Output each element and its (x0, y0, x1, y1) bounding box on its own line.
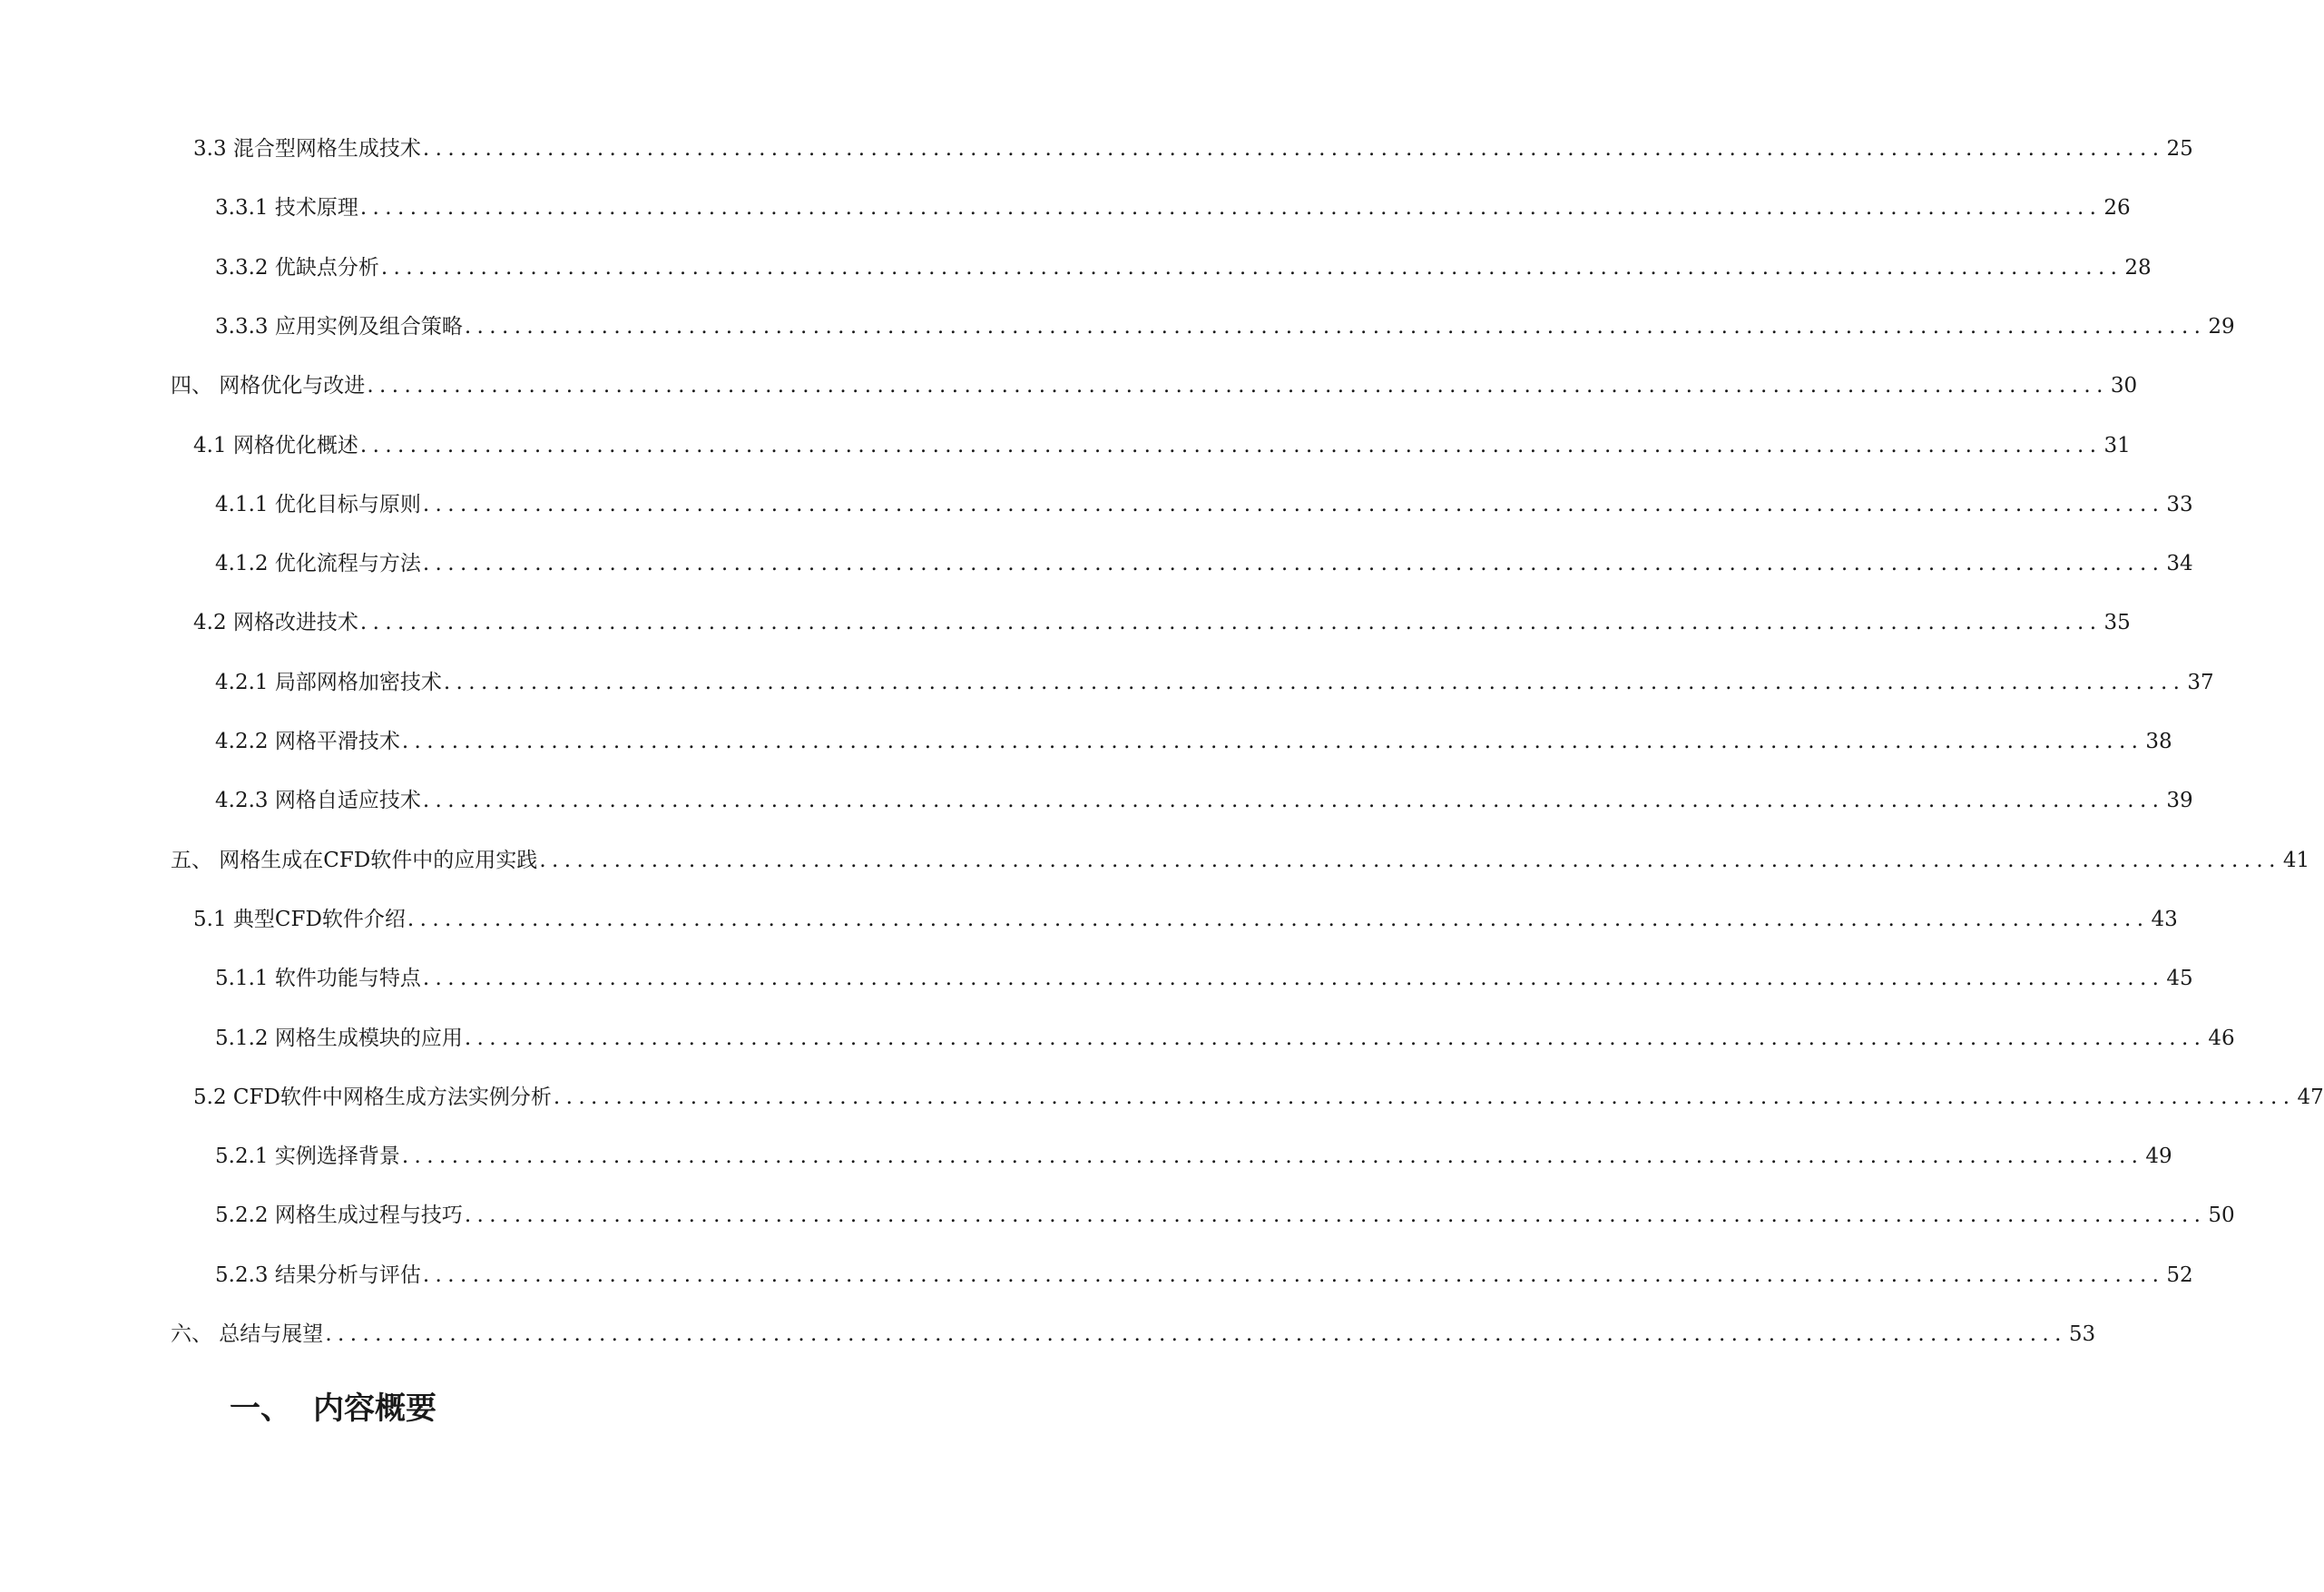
toc-leader-dots: ............................................................................................................................................ (443, 670, 2186, 694)
toc-entry-title: 5.2.2 网格生成过程与技巧 (215, 1204, 463, 1228)
toc-leader-dots: ............................................................................................................................................ (422, 789, 2165, 813)
toc-entry-title: 3.3.3 应用实例及组合策略 (215, 314, 463, 339)
toc-leader-dots: ............................................................................................................................................ (325, 1322, 2067, 1346)
toc-page-number: 38 (2145, 730, 2172, 753)
toc-entry-title: 4.2.1 局部网格加密技术 (215, 670, 442, 694)
toc-entry-5-2-2[interactable] (215, 1197, 2235, 1233)
toc-entry-title: 5.1.1 软件功能与特点 (215, 967, 421, 991)
toc-entry-5-2-3[interactable] (215, 1257, 2193, 1293)
toc-entry-title: 3.3.1 技术原理 (215, 196, 358, 221)
toc-leader-dots: ............................................................................................................................................ (359, 196, 2103, 221)
toc-leader-dots: ............................................................................................................................................ (464, 314, 2207, 339)
toc-entry-title: 四、 网格优化与改进 (171, 374, 366, 398)
section-heading (230, 1387, 436, 1430)
toc-leader-dots: ............................................................................................................................................ (359, 433, 2103, 457)
toc-entry-title: 5.1 典型CFD软件介绍 (193, 907, 406, 931)
toc-page-number: 25 (2166, 137, 2193, 161)
toc-leader-dots: ............................................................................................................................................ (401, 730, 2144, 753)
toc-entry-title: 五、 网格生成在CFD软件中的应用实践 (171, 848, 538, 872)
toc-leader-dots: ............................................................................................................................................ (422, 1263, 2165, 1287)
toc-page-number: 34 (2166, 552, 2193, 576)
toc-entry-title: 5.1.2 网格生成模块的应用 (215, 1026, 463, 1050)
toc-entry-title: 3.3 混合型网格生成技术 (193, 137, 421, 161)
toc-entry-3-3-1[interactable] (215, 190, 2131, 226)
section-number: 一、 (230, 1391, 291, 1427)
toc-page-number: 26 (2103, 196, 2131, 221)
toc-entry-title: 5.2 CFD软件中网格生成方法实例分析 (193, 1085, 552, 1109)
toc-entry-chapter-4[interactable] (171, 368, 2138, 404)
toc-leader-dots: ............................................................................................................................................ (464, 1026, 2207, 1050)
toc-page-number: 45 (2166, 967, 2193, 991)
toc-entry-4-2[interactable] (193, 604, 2131, 641)
toc-entry-title: 5.2.3 结果分析与评估 (215, 1263, 421, 1287)
toc-entry-title: 4.1.1 优化目标与原则 (215, 492, 421, 516)
toc-entry-title: 4.2.2 网格平滑技术 (215, 730, 400, 753)
toc-page-number: 53 (2068, 1322, 2096, 1346)
toc-page-number: 28 (2124, 255, 2152, 280)
toc-page-number: 37 (2187, 670, 2214, 694)
toc-entry-title: 4.1.2 优化流程与方法 (215, 552, 421, 576)
toc-leader-dots: ............................................................................................................................................ (401, 1145, 2144, 1169)
toc-entry-5-2[interactable] (193, 1079, 2324, 1115)
toc-entry-4-2-3[interactable] (215, 782, 2193, 819)
toc-entry-4-1-2[interactable] (215, 545, 2193, 582)
toc-page-number: 50 (2208, 1204, 2235, 1228)
toc-page-number: 35 (2103, 611, 2131, 635)
toc-entry-3-3-2[interactable] (215, 250, 2152, 286)
toc-page-number: 33 (2166, 492, 2193, 516)
toc-page-number: 52 (2166, 1263, 2193, 1287)
toc-leader-dots: ............................................................................................................................................ (422, 137, 2165, 161)
toc-page-number: 46 (2208, 1026, 2235, 1050)
toc-entry-title: 3.3.2 优缺点分析 (215, 255, 379, 280)
toc-entry-chapter-5[interactable] (171, 842, 2310, 879)
toc-entry-title: 4.2 网格改进技术 (193, 611, 358, 635)
toc-leader-dots: ............................................................................................................................................ (359, 611, 2103, 635)
toc-leader-dots: ............................................................................................................................................ (422, 552, 2165, 576)
toc-entry-5-2-1[interactable] (215, 1138, 2172, 1174)
section-title: 内容概要 (313, 1391, 436, 1427)
toc-leader-dots: ............................................................................................................................................ (539, 848, 2281, 872)
toc-entry-title: 5.2.1 实例选择背景 (215, 1145, 400, 1169)
toc-entry-5-1-2[interactable] (215, 1020, 2235, 1056)
toc-entry-3-3[interactable] (193, 131, 2193, 167)
toc-entry-4-1-1[interactable] (215, 486, 2193, 523)
toc-page-number: 43 (2151, 907, 2178, 931)
toc-page-number: 39 (2166, 789, 2193, 813)
toc-entry-title: 4.2.3 网格自适应技术 (215, 789, 421, 813)
toc-leader-dots: ............................................................................................................................................ (553, 1085, 2296, 1109)
toc-entry-3-3-3[interactable] (215, 309, 2235, 345)
toc-entry-5-1-1[interactable] (215, 960, 2193, 997)
toc-leader-dots: ............................................................................................................................................ (407, 907, 2150, 931)
toc-leader-dots: ............................................................................................................................................ (464, 1204, 2207, 1228)
toc-leader-dots: ............................................................................................................................................ (367, 374, 2109, 398)
toc-page-number: 30 (2110, 374, 2138, 398)
toc-entry-4-2-1[interactable] (215, 664, 2214, 701)
toc-leader-dots: ............................................................................................................................................ (422, 967, 2165, 991)
toc-page-number: 47 (2297, 1085, 2324, 1109)
toc-page-number: 49 (2145, 1145, 2172, 1169)
toc-page-number: 41 (2282, 848, 2310, 872)
toc-entry-chapter-6[interactable] (171, 1316, 2096, 1352)
toc-leader-dots: ............................................................................................................................................ (422, 492, 2165, 516)
toc-entry-title: 4.1 网格优化概述 (193, 433, 358, 457)
toc-page-number: 29 (2208, 314, 2235, 339)
toc-leader-dots: ............................................................................................................................................ (380, 255, 2123, 280)
toc-entry-5-1[interactable] (193, 901, 2178, 938)
toc-entry-4-1[interactable] (193, 427, 2131, 464)
toc-entry-4-2-2[interactable] (215, 723, 2172, 760)
toc-page-number: 31 (2103, 433, 2131, 457)
toc-entry-title: 六、 总结与展望 (171, 1322, 324, 1346)
